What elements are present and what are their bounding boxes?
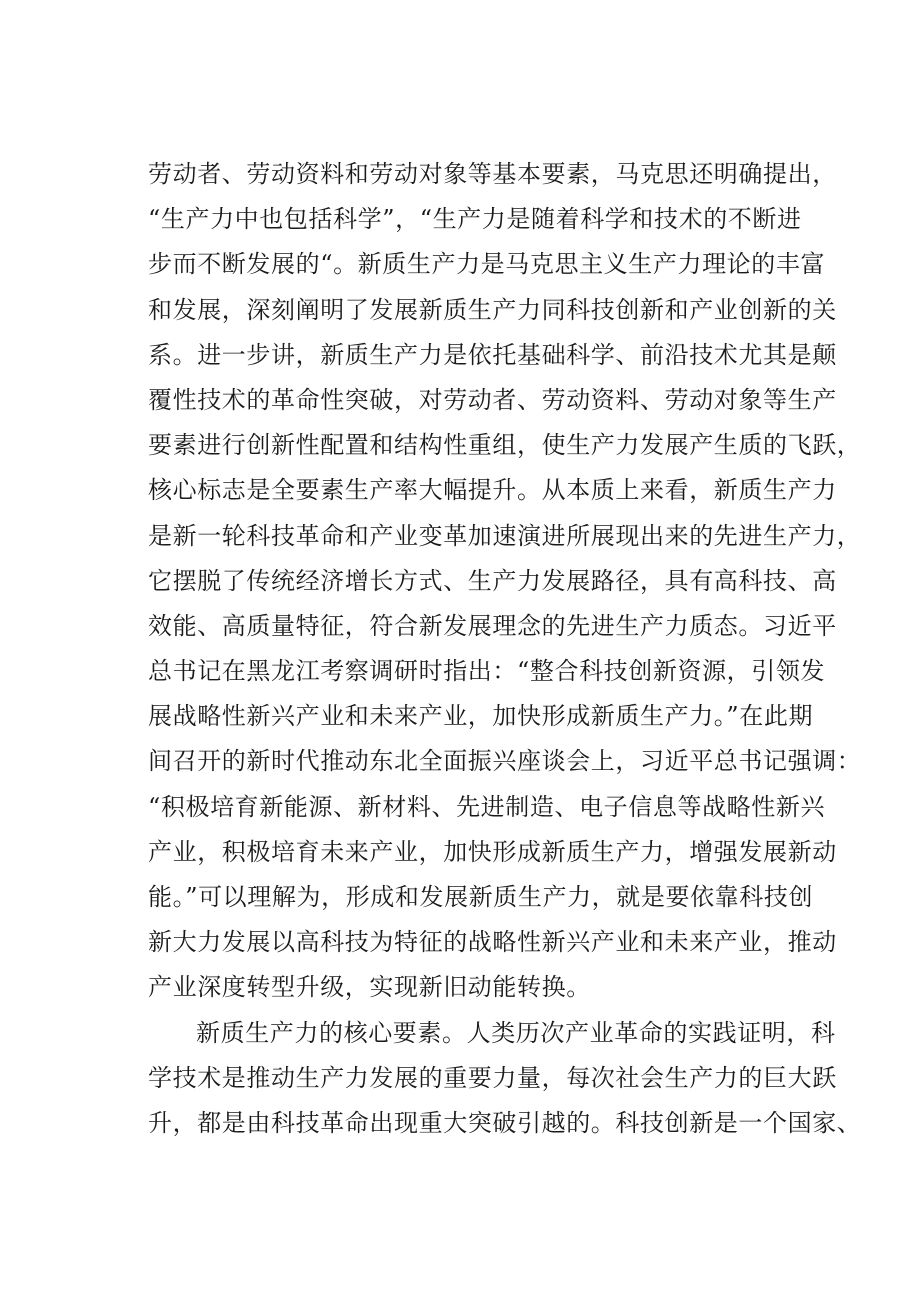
text-line: 新大力发展以高科技为特征的战略性新兴产业和未来产业，推动 <box>148 928 837 957</box>
text-line: “生产力中也包括科学”，“生产力是随着科学和技术的不断进 <box>148 205 802 234</box>
text-line: 它摆脱了传统经济增长方式、生产力发展路径，具有高科技、高 <box>148 566 837 595</box>
text-line: 能。”可以理解为，形成和发展新质生产力，就是要依靠科技创 <box>148 883 814 911</box>
text-line: 总书记在黑龙江考察调研时指出：“整合科技创新资源，引领发 <box>148 657 826 686</box>
text-line: 劳动者、劳动资料和劳动对象等基本要素，马克思还明确提出， <box>148 160 837 188</box>
paragraph-start-line: 新质生产力的核心要素。人类历次产业革命的实践证明，科 <box>196 1018 836 1047</box>
text-line: 展战略性新兴产业和未来产业，加快形成新质生产力。”在此期 <box>148 702 814 731</box>
text-line: 间召开的新时代推动东北全面振兴座谈会上，习近平总书记强调： <box>148 747 862 776</box>
text-line: 学技术是推动生产力发展的重要力量，每次社会生产力的巨大跃 <box>148 1063 837 1092</box>
text-line: 要素进行创新性配置和结构性重组，使生产力发展产生质的飞跃， <box>148 431 862 460</box>
text-line: 和发展，深刻阐明了发展新质生产力同科技创新和产业创新的关 <box>148 295 837 324</box>
text-line: 产业，积极培育未来产业，加快形成新质生产力，增强发展新动 <box>148 837 837 866</box>
text-line: 覆性技术的革命性突破，对劳动者、劳动资料、劳动对象等生产 <box>148 385 837 414</box>
text-line: 核心标志是全要素生产率大幅提升。从本质上来看，新质生产力 <box>148 476 837 505</box>
text-line: 效能、高质量特征，符合新发展理念的先进生产力质态。习近平 <box>148 611 837 640</box>
text-line: 升，都是由科技革命出现重大突破引越的。科技创新是一个国家、 <box>148 1108 862 1137</box>
text-line: 步而不断发展的“。新质生产力是马克思主义生产力理论的丰富 <box>148 250 826 279</box>
body-text <box>148 152 862 1146</box>
text-line: “积极培育新能源、新材料、先进制造、电子信息等战略性新兴 <box>148 792 826 821</box>
text-line: 产业深度转型升级，实现新旧动能转换。 <box>148 973 591 1002</box>
text-line: 系。进一步讲，新质生产力是依托基础科学、前沿技术尤其是颠 <box>148 340 837 369</box>
text-line: 是新一轮科技革命和产业变革加速演进所展现出来的先进生产力， <box>148 521 862 550</box>
